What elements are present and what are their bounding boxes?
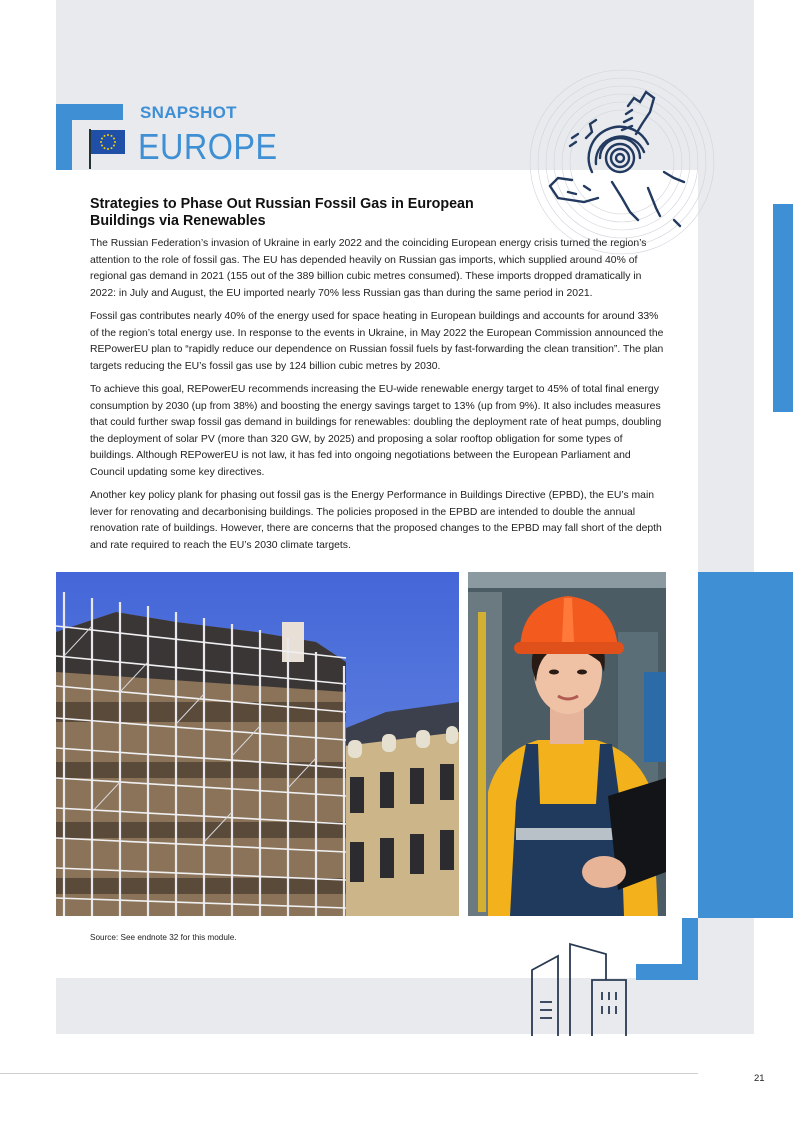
page-number: 21 — [754, 1073, 765, 1084]
europe-map-icon — [528, 68, 716, 256]
paragraph-2: Fossil gas contributes nearly 40% of the energy used for space heating in European buildings and accounts for around 33% of the region’s total energy use. In response to the events in Ukraine, in May 2022 the European Commission announced the REPowerEU plan to “rapidly reduce our dependence on Russian fossil fuels by fast-forwarding the clean transition”. The plan targets reducing the EU’s fossil gas use by 124 billion cubic metres by 2030. — [90, 311, 664, 372]
paragraph-3: To achieve this goal, REPowerEU recommends increasing the EU-wide renewable energy target to 45% of total final energy consumption by 2030 (up from 38%) and boosting the energy savings target to 13% (up from 9%). It also includes measures that could further swap fossil gas demand in buildings for renewables: doubling the deployment rate of heat pumps, doubling the deployment of solar PV (more than 320 GW, by 2025) and proposing a solar rooftop obligation for some types of buildings. Although REPowerEU is not law, it has fed into ongoing negotiations between the European Parliament and Council updating some key directives. — [90, 384, 662, 478]
side-tab-upper — [773, 204, 793, 412]
accent-bracket-horizontal — [56, 104, 123, 120]
article-heading: Strategies to Phase Out Russian Fossil Gas in European Buildings via Renewables — [90, 196, 474, 229]
section-kicker: SNAPSHOT — [140, 103, 237, 122]
accent-corner-horizontal — [636, 964, 698, 980]
article-body — [90, 236, 668, 561]
source-note: Source: See endnote 32 for this module. — [90, 933, 237, 942]
scaffolding-building-photo — [56, 572, 459, 916]
city-buildings-icon — [528, 940, 632, 1036]
eu-flag-icon — [91, 130, 125, 154]
worker-portrait-photo — [468, 572, 666, 916]
footer-rule — [0, 1073, 698, 1074]
paragraph-1: The Russian Federation’s invasion of Ukraine in early 2022 and the coinciding European energy crisis turned the region’s attention to the role of fossil gas. The EU has depended heavily on Russian gas imports, which supplied around 40% of regional gas demand in 2021 (155 out of the 389 billion cubic metres consumed). These imports dropped dramatically in 2022: in July and August, the EU imported nearly 70% less Russian gas than during the same period in 2021. — [90, 238, 647, 299]
page-title: EUROPE — [138, 126, 278, 167]
paragraph-4: Another key policy plank for phasing out fossil gas is the Energy Performance in Buildings Directive (EPBD), the EU’s main lever for renovating and decarbonising buildings. The policies proposed in the EPBD are intended to double the annual renovation rate of buildings. However, there are concerns that the proposed changes to the EPBD may fall short of the depth and rate required to reach the EU’s 2030 climate targets. — [90, 490, 662, 551]
side-tab-lower — [698, 572, 793, 918]
